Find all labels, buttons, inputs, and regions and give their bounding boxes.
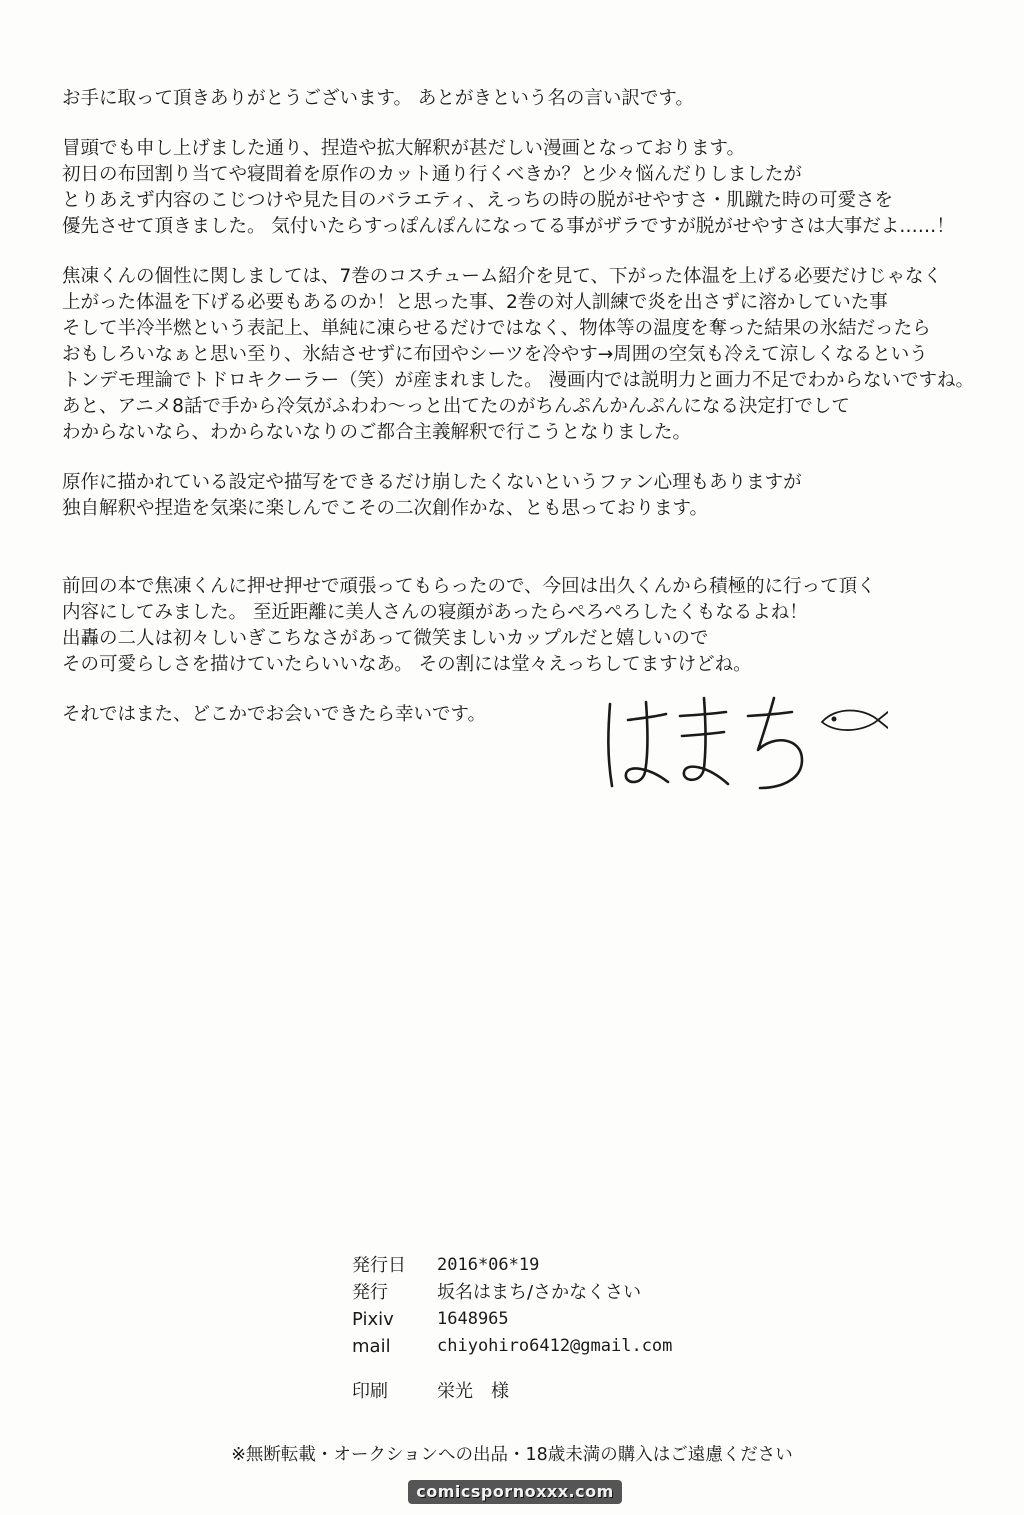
- paragraph-previous-book: [62, 574, 982, 678]
- paragraph-interpretation: [62, 136, 982, 240]
- colophon-date-row: [352, 1252, 672, 1279]
- reproduction-notice: ※無断転載・オークションへの出品・18歳未満の購入はご遠慮ください: [231, 1445, 793, 1465]
- text-line: 前回の本で焦凍くんに押せ押せで頑張ってもらったので、今回は出久くんから積極的に行って頂く: [62, 576, 876, 597]
- author-signature: [598, 690, 888, 800]
- text-line: 上がった体温を下げる必要もあるのか！と思った事、2巻の対人訓練で炎を出さずに溶かしていた事: [62, 292, 888, 313]
- text-line: 焦凍くんの個性に関しましては、7巻のコスチューム紹介を見て、下がった体温を上げる必要だけじゃなく: [62, 266, 942, 287]
- publisher-value: 坂名はまち/さかなくさい: [437, 1282, 642, 1303]
- paragraph-quirk: [62, 264, 982, 446]
- colophon-publisher-row: [352, 1279, 672, 1306]
- handwritten-signature-icon: [598, 690, 888, 800]
- text-line: わからないなら、わからないなりのご都合主義解釈で行こうとなりました。: [62, 422, 692, 443]
- printer-value: 栄光 様: [437, 1381, 509, 1402]
- text-line: あと、アニメ8話で手から冷気がふわわ〜っと出てたのがちんぷんかんぷんになる決定打でして: [62, 396, 850, 417]
- mail-label: mail: [352, 1336, 391, 1357]
- fish-doodle-icon: [822, 711, 888, 731]
- text-line: それではまた、どこかでお会いできたら幸いです。: [62, 704, 487, 725]
- pixiv-value: 1648965: [437, 1309, 509, 1329]
- publisher-label: 発行: [352, 1282, 388, 1303]
- colophon-mail-row: [352, 1333, 672, 1360]
- date-label: 発行日: [352, 1255, 406, 1276]
- text-line: おもしろいなぁと思い至り、氷結させずに布団やシーツを冷やす→周囲の空気も冷えて涼しくなるという: [62, 344, 928, 365]
- text-line: 出轟の二人は初々しいぎこちなさがあって微笑ましいカップルだと嬉しいので: [62, 628, 709, 649]
- text-line: トンデモ理論でトドロキクーラー（笑）が産まれました。 漫画内では説明力と画力不足でわからないですね。: [62, 370, 975, 391]
- afterword-text: [62, 86, 982, 752]
- text-line: 冒頭でも申し上げました通り、捏造や拡大解釈が甚だしい漫画となっております。: [62, 138, 746, 159]
- text-line: その可愛らしさを描けていたらいいなあ。 その割には堂々えっちしてますけどね。: [62, 654, 752, 675]
- text-line: そして半冷半燃という表記上、単純に凍らせるだけではなく、物体等の温度を奪った結果の氷結だったら: [62, 318, 931, 339]
- date-value: 2016*06*19: [437, 1255, 540, 1275]
- printer-label: 印刷: [352, 1381, 388, 1402]
- text-line: とりあえず内容のこじつけや見た目のバラエティ、えっちの時の脱がせやすさ・肌蹴た時の可愛さを: [62, 190, 894, 211]
- text-line: 独自解釈や捏造を気楽に楽しんでこその二次創作かな、とも思っております。: [62, 498, 709, 519]
- text-line: お手に取って頂きありがとうございます。 あとがきという名の言い訳です。: [62, 88, 694, 109]
- pixiv-label: Pixiv: [352, 1309, 394, 1330]
- paragraph-greeting: [62, 86, 982, 112]
- text-line: 初日の布団割り当てや寝間着を原作のカット通り行くべきか？と少々悩んだりしましたが: [62, 164, 802, 185]
- site-watermark: comicspornoxxx.com: [408, 1480, 622, 1504]
- text-line: 内容にしてみました。 至近距離に美人さんの寝顔があったらぺろぺろしたくもなるよね！: [62, 602, 808, 623]
- colophon-printer-row: [352, 1378, 672, 1405]
- mail-value: chiyohiro6412@gmail.com: [437, 1336, 673, 1356]
- text-line: 原作に描かれている設定や描写をできるだけ崩したくないというファン心理もありますが: [62, 472, 802, 493]
- paragraph-fan-psychology: [62, 470, 982, 522]
- colophon-pixiv-row: [352, 1306, 672, 1333]
- colophon: [352, 1252, 672, 1405]
- text-line: 優先させて頂きました。 気付いたらすっぽんぽんになってる事がザラですが脱がせやすさは大事だよ……！: [62, 216, 955, 237]
